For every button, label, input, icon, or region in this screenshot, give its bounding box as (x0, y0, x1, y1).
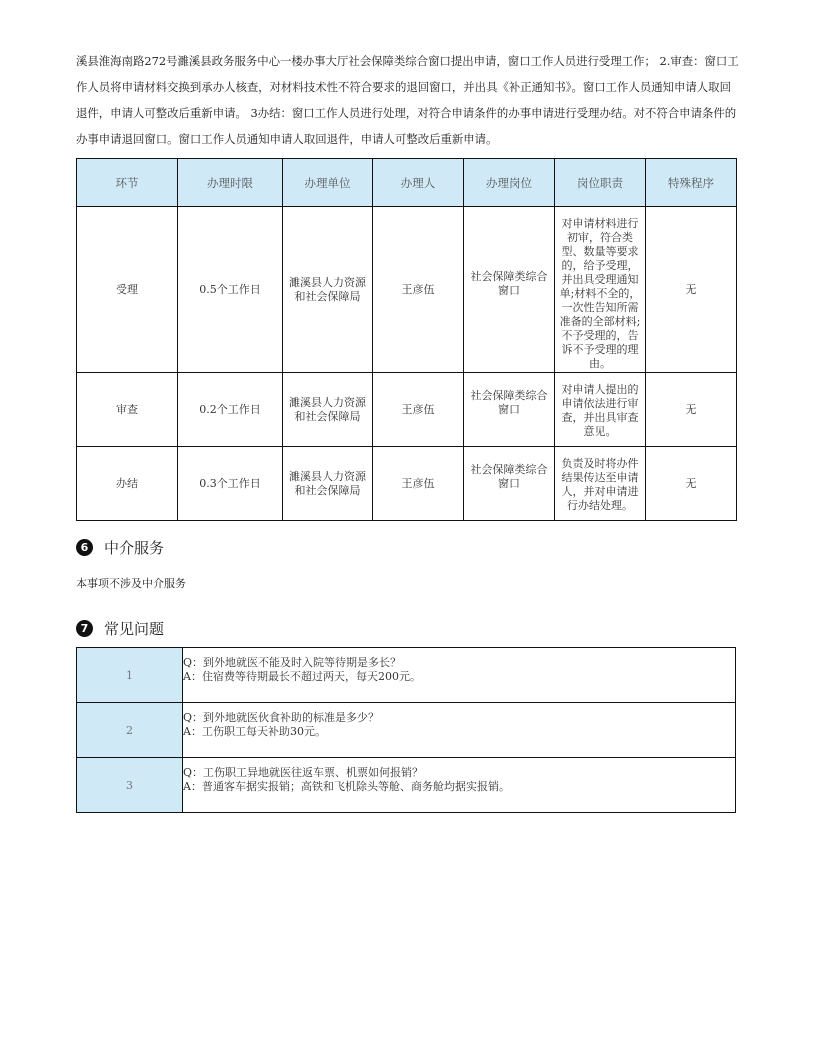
faq-answer: A：工伤职工每天补助30元。 (183, 725, 326, 738)
cell-special: 无 (646, 373, 737, 447)
faq-index: 2 (77, 703, 183, 758)
table-row (77, 648, 736, 703)
header-post: 办理岗位 (464, 159, 555, 207)
cell-special: 无 (646, 207, 737, 373)
faq-entry (183, 703, 736, 758)
section-title: 常见问题 (104, 620, 165, 638)
table-header-row (77, 159, 737, 207)
intro-line: 作人员将申请材料交换到承办人核查，对材料技术性不符合要求的退回窗口，并出具《补正通知书》。窗口工作人员通知申请人取回 (76, 80, 731, 94)
cell-special: 无 (646, 447, 737, 521)
faq-answer: A：住宿费等待期最长不超过两天，每天200元。 (183, 670, 421, 683)
section-heading-faq (76, 618, 164, 639)
faq-question: Q：工伤职工异地就医往返车票、机票如何报销？ (183, 766, 424, 779)
cell-unit: 濉溪县人力资源和社会保障局 (283, 447, 373, 521)
cell-handler: 王彦伍 (373, 373, 464, 447)
cell-unit: 濉溪县人力资源和社会保障局 (283, 373, 373, 447)
table-row (77, 373, 737, 447)
intro-line: 办事申请退回窗口。窗口工作人员通知申请人取回退件，申请人可整改后重新申请。 (76, 132, 498, 146)
cell-handler: 王彦伍 (373, 447, 464, 521)
faq-entry (183, 648, 736, 703)
header-time-limit: 办理时限 (178, 159, 283, 207)
faq-table (76, 647, 736, 813)
faq-index: 1 (77, 648, 183, 703)
table-row (77, 207, 737, 373)
table-row (77, 758, 736, 813)
section-heading-intermediary (76, 537, 164, 558)
faq-entry (183, 758, 736, 813)
cell-post: 社会保障类综合窗口 (464, 447, 555, 521)
header-unit: 办理单位 (283, 159, 373, 207)
cell-duty: 负责及时将办件结果传达至申请人，并对申请进行办结处理。 (555, 447, 646, 521)
table-row (77, 447, 737, 521)
cell-time-limit: 0.5个工作日 (178, 207, 283, 373)
cell-handler: 王彦伍 (373, 207, 464, 373)
intro-line: 溪县淮海南路272号濉溪县政务服务中心一楼办事大厅社会保障类综合窗口提出申请，窗口工作人员进行受理工作； 2.审查：窗口工 (76, 54, 739, 68)
cell-post: 社会保障类综合窗口 (464, 373, 555, 447)
intro-paragraph (76, 48, 740, 152)
faq-question: Q：到外地就医不能及时入院等待期是多长？ (183, 656, 402, 669)
cell-step: 审查 (77, 373, 178, 447)
table-row (77, 703, 736, 758)
cell-time-limit: 0.2个工作日 (178, 373, 283, 447)
header-duty: 岗位职责 (555, 159, 646, 207)
cell-step: 办结 (77, 447, 178, 521)
faq-index: 3 (77, 758, 183, 813)
section-title: 中介服务 (104, 539, 165, 557)
cell-step: 受理 (77, 207, 178, 373)
cell-duty: 对申请材料进行初审，符合类型、数量等要求的，给予受理，并出具受理通知单;材料不全的，一次性告知所需准备的全部材料;不予受理的，告诉不予受理的理由。 (555, 207, 646, 373)
cell-duty: 对申请人提出的申请依法进行审查，并出具审查意见。 (555, 373, 646, 447)
intermediary-note: 本事项不涉及中介服务 (76, 577, 186, 590)
cell-unit: 濉溪县人力资源和社会保障局 (283, 207, 373, 373)
faq-question: Q：到外地就医伙食补助的标准是多少？ (183, 711, 380, 724)
faq-answer: A：普通客车据实报销；高铁和飞机除头等舱、商务舱均据实报销。 (183, 780, 510, 793)
process-table (76, 158, 737, 521)
header-handler: 办理人 (373, 159, 464, 207)
number-6-icon: 6 (76, 539, 93, 556)
cell-time-limit: 0.3个工作日 (178, 447, 283, 521)
number-7-icon: 7 (76, 620, 93, 637)
cell-post: 社会保障类综合窗口 (464, 207, 555, 373)
intro-line: 退件，申请人可整改后重新申请。 3办结：窗口工作人员进行处理，对符合申请条件的办事申请进行受理办结。对不符合申请条件的 (76, 106, 737, 120)
header-step: 环节 (77, 159, 178, 207)
header-special: 特殊程序 (646, 159, 737, 207)
